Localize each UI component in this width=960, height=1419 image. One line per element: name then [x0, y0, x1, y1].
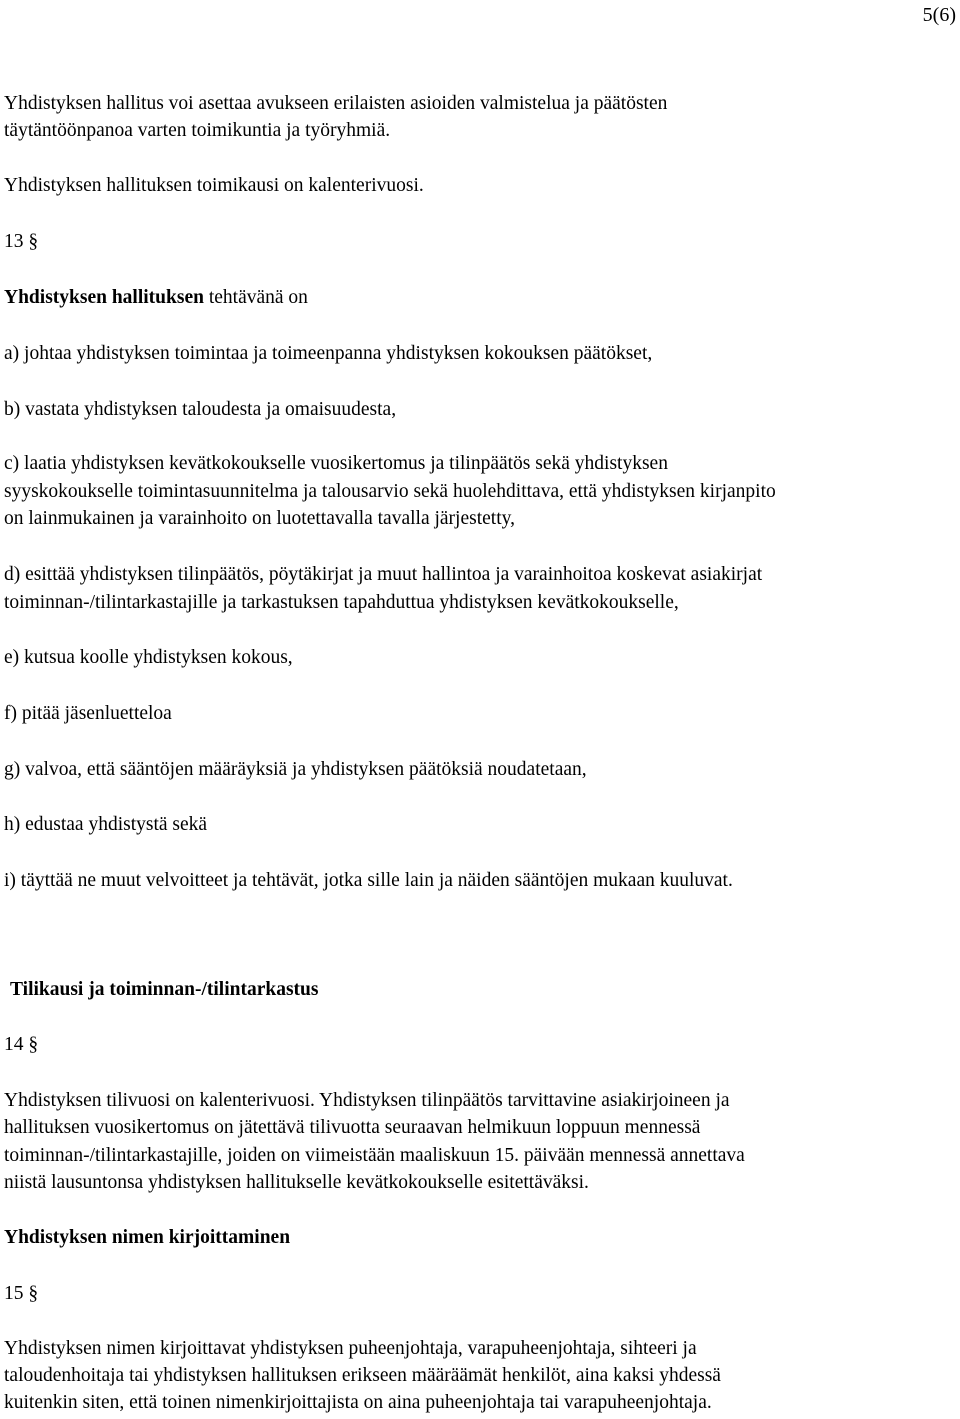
paragraph-term: Yhdistyksen hallituksen toimikausi on kalenterivuosi.	[4, 175, 424, 196]
paragraph-committees-line-2: täytäntöönpanoa varten toimikuntia ja työryhmiä.	[4, 120, 391, 141]
section-13-number: 13 §	[4, 231, 39, 252]
section-14-line-4: niistä lausuntonsa yhdistyksen hallitukselle kevätkokoukselle esitettäväksi.	[4, 1172, 589, 1193]
duty-g: g) valvoa, että sääntöjen määräyksiä ja yhdistyksen päätöksiä noudatetaan,	[4, 759, 587, 780]
duty-e: e) kutsua koolle yhdistyksen kokous,	[4, 647, 293, 668]
duty-d-line-1: d) esittää yhdistyksen tilinpäätös, pöytäkirjat ja muut hallintoa ja varainhoitoa koskevat asiakirjat	[4, 564, 763, 585]
duty-b: b) vastata yhdistyksen taloudesta ja omaisuudesta,	[4, 399, 397, 420]
duty-c-line-2: syyskokoukselle toimintasuunnitelma ja talousarvio sekä huolehdittava, että yhdistyksen kirjanpito	[4, 481, 776, 502]
section-14-line-2: hallituksen vuosikertomus on jätettävä tilivuotta seuraavan helmikuun loppuun mennessä	[4, 1117, 701, 1138]
section-14-line-3: toiminnan-/tilintarkastajille, joiden on viimeistään maaliskuun 15. päivään mennessä annettava	[4, 1145, 745, 1166]
duty-f: f) pitää jäsenluetteloa	[4, 703, 172, 724]
section-13-intro-bold: Yhdistyksen hallituksen	[4, 287, 204, 308]
heading-financial-year: Tilikausi ja toiminnan-/tilintarkastus	[10, 979, 319, 1000]
section-15-line-2: taloudenhoitaja tai yhdistyksen hallituksen erikseen määräämät henkilöt, aina kaksi yhdessä	[4, 1365, 721, 1386]
section-14-line-1: Yhdistyksen tilivuosi on kalenterivuosi. Yhdistyksen tilinpäätös tarvittavine asiakirjoineen ja	[4, 1090, 730, 1111]
section-15-number: 15 §	[4, 1283, 39, 1304]
section-15-line-3: kuitenkin siten, että toinen nimenkirjoittajista on aina puheenjohtaja tai varapuheenjohtaja.	[4, 1392, 712, 1413]
paragraph-committees-line-1: Yhdistyksen hallitus voi asettaa avukseen erilaisten asioiden valmistelua ja päätösten	[4, 93, 668, 114]
duty-h: h) edustaa yhdistystä sekä	[4, 814, 208, 835]
duty-c-line-1: c) laatia yhdistyksen kevätkokoukselle vuosikertomus ja tilinpäätös sekä yhdistyksen	[4, 453, 668, 474]
duty-a: a) johtaa yhdistyksen toimintaa ja toimeenpanna yhdistyksen kokouksen päätökset,	[4, 343, 653, 364]
heading-signing: Yhdistyksen nimen kirjoittaminen	[4, 1227, 291, 1248]
duty-i: i) täyttää ne muut velvoitteet ja tehtävät, jotka sille lain ja näiden sääntöjen mukaan kuuluvat.	[4, 870, 733, 891]
section-13-intro	[4, 284, 308, 311]
section-13-intro-rest: tehtävänä on	[203, 287, 308, 308]
duty-c-line-3: on lainmukainen ja varainhoito on luotettavalla tavalla järjestetty,	[4, 508, 515, 529]
section-15-line-1: Yhdistyksen nimen kirjoittavat yhdistyksen puheenjohtaja, varapuheenjohtaja, sihteeri ja	[4, 1338, 697, 1359]
section-14-number: 14 §	[4, 1034, 39, 1055]
page-number: 5(6)	[922, 4, 956, 26]
duty-d-line-2: toiminnan-/tilintarkastajille ja tarkastuksen tapahduttua yhdistyksen kevätkokoukselle,	[4, 592, 679, 613]
